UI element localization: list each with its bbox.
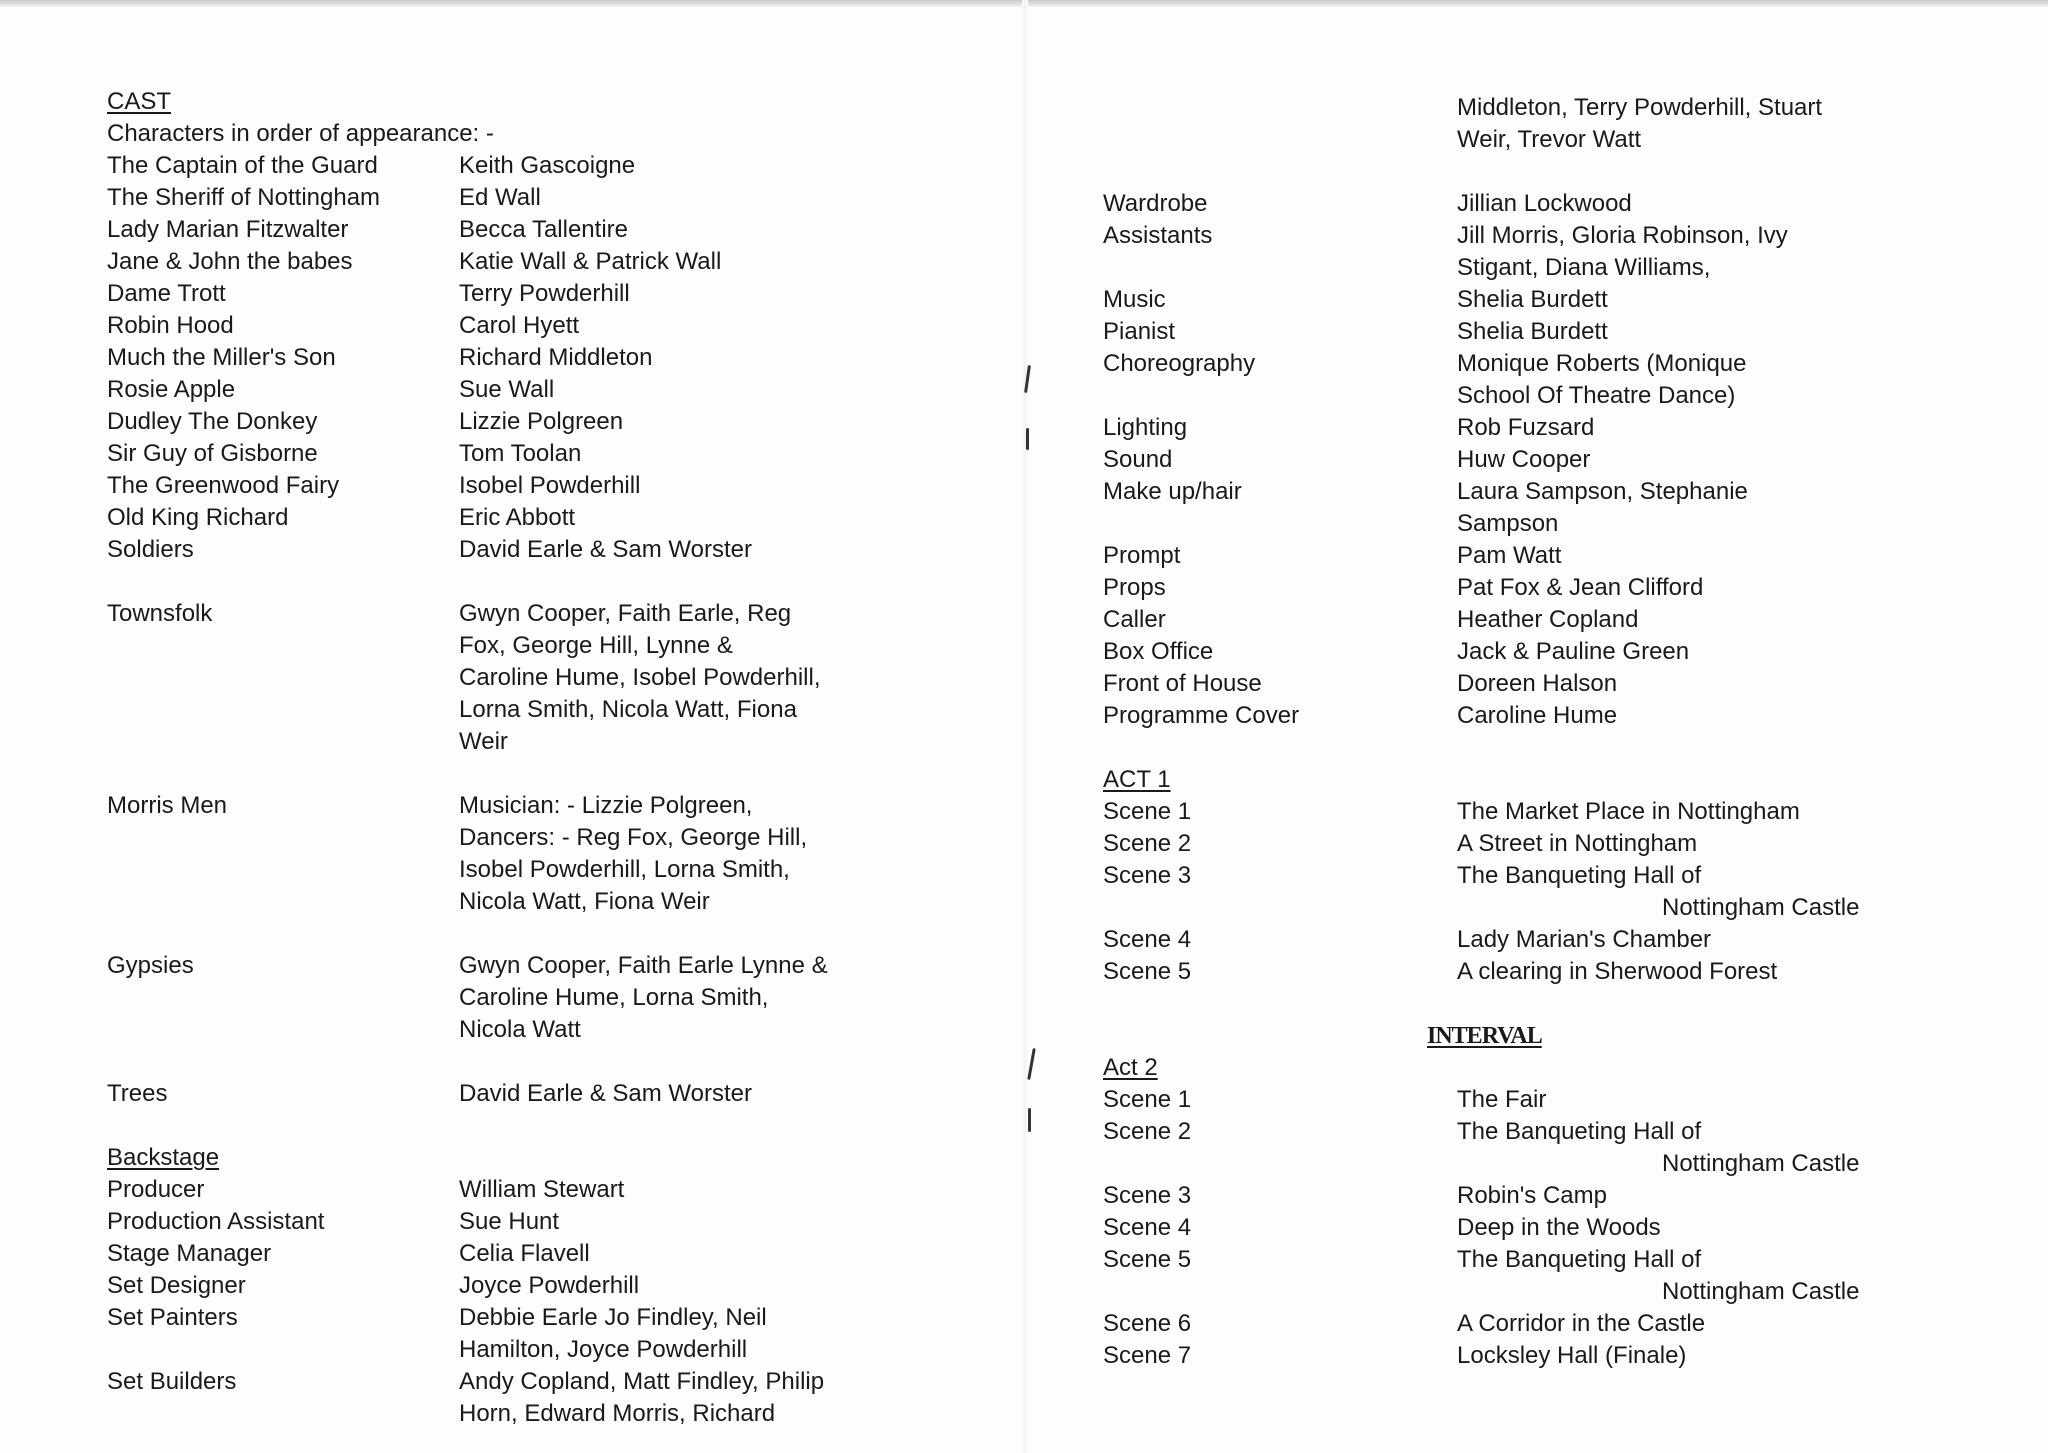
credit-role: Lady Marian Fitzwalter	[107, 216, 349, 243]
credit-name: Nottingham Castle	[1662, 894, 1860, 921]
credit-role: Production Assistant	[107, 1208, 325, 1235]
credit-role: Scene 3	[1103, 1182, 1192, 1209]
credit-row	[107, 1206, 828, 1238]
credit-role	[107, 982, 459, 1014]
credit-role: Scene 5	[1103, 958, 1192, 985]
credit-role: Scene 7	[1103, 1342, 1192, 1369]
blank-line	[107, 1046, 828, 1078]
credit-row-continued	[107, 854, 828, 886]
credit-row	[107, 1302, 828, 1334]
credit-role	[1103, 508, 1457, 540]
credit-row	[107, 310, 828, 342]
credit-row	[107, 374, 828, 406]
credit-role: Set Builders	[107, 1368, 237, 1395]
credit-name: Middleton, Terry Powderhill, Stuart	[1457, 94, 1823, 121]
credit-name: Caroline Hume, Lorna Smith,	[459, 984, 769, 1011]
credit-role: Scene 1	[1103, 798, 1192, 825]
credit-name: A clearing in Sherwood Forest	[1457, 958, 1778, 985]
credit-row	[1103, 1116, 1859, 1148]
credit-name: Jill Morris, Gloria Robinson, Ivy	[1457, 222, 1788, 249]
credit-role	[1103, 380, 1457, 412]
credit-role: Jane & John the babes	[107, 248, 353, 275]
credit-name: Hamilton, Joyce Powderhill	[459, 1336, 748, 1363]
credit-role: Lighting	[1103, 414, 1188, 441]
credit-row-continued	[1103, 252, 1859, 284]
credit-role	[107, 1014, 459, 1046]
scan-mark	[1026, 428, 1029, 450]
section-heading-row	[107, 1142, 828, 1174]
credit-row	[107, 1270, 828, 1302]
credit-row	[1103, 828, 1859, 860]
credit-row	[107, 182, 828, 214]
credit-role: Scene 3	[1103, 862, 1192, 889]
credit-role: Producer	[107, 1176, 205, 1203]
credit-name: Doreen Halson	[1457, 670, 1618, 697]
credit-row	[107, 342, 828, 374]
credit-row-continued	[1103, 508, 1859, 540]
credit-row	[1103, 636, 1859, 668]
page-fold	[1022, 0, 1028, 1453]
credit-name: Dancers: - Reg Fox, George Hill,	[459, 824, 808, 851]
credit-name: Becca Tallentire	[459, 216, 628, 243]
credit-role: Programme Cover	[1103, 702, 1300, 729]
credit-role	[107, 1334, 459, 1366]
credit-row-continued	[107, 662, 828, 694]
blank-line	[1103, 732, 1859, 764]
credit-row	[107, 1174, 828, 1206]
credit-row	[1103, 444, 1859, 476]
credit-role: Scene 1	[1103, 1086, 1192, 1113]
credit-row	[1103, 860, 1859, 892]
credit-name: Lorna Smith, Nicola Watt, Fiona	[459, 696, 797, 723]
credit-name: Robin's Camp	[1457, 1182, 1607, 1209]
credit-row	[107, 1366, 828, 1398]
credit-name: Richard Middleton	[459, 344, 653, 371]
credit-name: Sue Hunt	[459, 1208, 560, 1235]
credit-row	[1103, 956, 1859, 988]
credit-role	[107, 694, 459, 726]
credit-name: Pam Watt	[1457, 542, 1562, 569]
credit-name: Debbie Earle Jo Findley, Neil	[459, 1304, 767, 1331]
credit-role	[107, 630, 459, 662]
credit-name: Weir, Trevor Watt	[1457, 126, 1642, 153]
blank-line	[107, 566, 828, 598]
credit-name: The Banqueting Hall of	[1457, 862, 1702, 889]
section-heading: Backstage	[107, 1144, 220, 1171]
scan-mark	[1028, 1108, 1031, 1132]
credit-row-continued	[107, 1014, 828, 1046]
credit-role: Pianist	[1103, 318, 1176, 345]
credit-row	[1103, 572, 1859, 604]
credit-role: Caller	[1103, 606, 1166, 633]
credit-name: Musician: - Lizzie Polgreen,	[459, 792, 753, 819]
credit-role: Sir Guy of Gisborne	[107, 440, 318, 467]
credit-name: Andy Copland, Matt Findley, Philip	[459, 1368, 825, 1395]
credit-row-continued	[1103, 124, 1859, 156]
credit-name: The Banqueting Hall of	[1457, 1118, 1702, 1145]
credit-name: William Stewart	[459, 1176, 625, 1203]
credit-role: Scene 4	[1103, 1214, 1192, 1241]
interval-heading-row	[1103, 1020, 1859, 1052]
credit-name: Joyce Powderhill	[459, 1272, 640, 1299]
credit-row	[1103, 1084, 1859, 1116]
credit-row-continued	[107, 630, 828, 662]
credit-row	[107, 1078, 828, 1110]
blank-line	[1103, 156, 1859, 188]
credit-row-continued	[1103, 380, 1859, 412]
credit-name: Katie Wall & Patrick Wall	[459, 248, 722, 275]
credit-role: Much the Miller's Son	[107, 344, 336, 371]
credit-row	[1103, 1212, 1859, 1244]
credit-role: Old King Richard	[107, 504, 289, 531]
credit-name: Eric Abbott	[459, 504, 576, 531]
credit-row	[107, 278, 828, 310]
credit-name: Deep in the Woods	[1457, 1214, 1661, 1241]
credit-role: Dudley The Donkey	[107, 408, 318, 435]
credit-row	[1103, 1244, 1859, 1276]
blank-line	[107, 758, 828, 790]
credit-name: Huw Cooper	[1457, 446, 1591, 473]
blank-line	[107, 1110, 828, 1142]
credit-row-continued	[107, 1334, 828, 1366]
credit-name: Jillian Lockwood	[1457, 190, 1632, 217]
credit-row	[107, 502, 828, 534]
credit-row	[1103, 284, 1859, 316]
credit-row-continued	[1103, 1148, 1859, 1180]
credit-row	[107, 214, 828, 246]
credit-role	[107, 822, 459, 854]
credit-name: Rob Fuzsard	[1457, 414, 1595, 441]
credit-role: Music	[1103, 286, 1166, 313]
credit-row	[1103, 412, 1859, 444]
credit-name: Nicola Watt, Fiona Weir	[459, 888, 710, 915]
credit-role: Scene 2	[1103, 1118, 1192, 1145]
credit-row	[1103, 1340, 1859, 1372]
section-heading-row	[1103, 1052, 1859, 1084]
credit-name: Sampson	[1457, 510, 1559, 537]
credit-role: The Sheriff of Nottingham	[107, 184, 381, 211]
credit-role: Scene 5	[1103, 1246, 1192, 1273]
credit-role: The Greenwood Fairy	[107, 472, 340, 499]
credit-role	[1103, 124, 1457, 156]
credit-row	[107, 438, 828, 470]
credit-role: Wardrobe	[1103, 190, 1208, 217]
credit-role: Dame Trott	[107, 280, 226, 307]
credit-name: Sue Wall	[459, 376, 555, 403]
credit-row-continued	[107, 726, 828, 758]
credit-name: Carol Hyett	[459, 312, 580, 339]
credit-role	[107, 886, 459, 918]
credit-name: Weir	[459, 728, 508, 755]
credit-name: Gwyn Cooper, Faith Earle, Reg	[459, 600, 792, 627]
credit-row	[1103, 188, 1859, 220]
credit-role: Assistants	[1103, 222, 1213, 249]
credit-row-continued	[1103, 1276, 1859, 1308]
credit-name: Nottingham Castle	[1662, 1278, 1860, 1305]
right-page	[1103, 92, 1859, 1372]
credit-name: David Earle & Sam Worster	[459, 1080, 752, 1107]
credit-row-continued	[107, 982, 828, 1014]
credit-row-continued	[107, 886, 828, 918]
credit-role	[107, 854, 459, 886]
credit-name: Fox, George Hill, Lynne &	[459, 632, 733, 659]
section-heading: ACT 1	[1103, 766, 1171, 793]
credit-row	[107, 1238, 828, 1270]
credit-name: Caroline Hume, Isobel Powderhill,	[459, 664, 821, 691]
credit-name: Isobel Powderhill, Lorna Smith,	[459, 856, 790, 883]
credit-row-continued	[107, 822, 828, 854]
credit-role	[1103, 892, 1662, 924]
credit-name: A Corridor in the Castle	[1457, 1310, 1706, 1337]
credit-row-continued	[107, 694, 828, 726]
credit-row	[107, 950, 828, 982]
credit-name: The Market Place in Nottingham	[1457, 798, 1800, 825]
credit-row	[1103, 924, 1859, 956]
credit-role: Set Painters	[107, 1304, 238, 1331]
credit-role: Stage Manager	[107, 1240, 272, 1267]
credit-name: The Banqueting Hall of	[1457, 1246, 1702, 1273]
credit-row	[107, 246, 828, 278]
credit-row	[107, 790, 828, 822]
credit-name: Nottingham Castle	[1662, 1150, 1860, 1177]
credit-row	[1103, 1308, 1859, 1340]
credit-name: Isobel Powderhill	[459, 472, 641, 499]
credit-name: Monique Roberts (Monique	[1457, 350, 1747, 377]
credit-row	[1103, 668, 1859, 700]
credit-role: Box Office	[1103, 638, 1214, 665]
credit-role: Sound	[1103, 446, 1173, 473]
credit-name: Shelia Burdett	[1457, 286, 1608, 313]
credit-role	[107, 1398, 459, 1430]
credit-name: Laura Sampson, Stephanie	[1457, 478, 1748, 505]
intro-text: Characters in order of appearance: -	[107, 120, 494, 147]
credit-role	[1103, 252, 1457, 284]
intro-line	[107, 118, 828, 150]
credit-role: Prompt	[1103, 542, 1181, 569]
credit-row	[1103, 604, 1859, 636]
credit-name: School Of Theatre Dance)	[1457, 382, 1736, 409]
credit-name: A Street in Nottingham	[1457, 830, 1698, 857]
credit-name: David Earle & Sam Worster	[459, 536, 752, 563]
credit-role: Front of House	[1103, 670, 1262, 697]
scan-mark	[1027, 1048, 1036, 1080]
credit-role	[1103, 92, 1457, 124]
credit-name: Gwyn Cooper, Faith Earle Lynne &	[459, 952, 828, 979]
credit-row	[1103, 220, 1859, 252]
credit-row-continued	[107, 1398, 828, 1430]
section-heading-row	[107, 86, 828, 118]
credit-name: Caroline Hume	[1457, 702, 1618, 729]
credit-role: Gypsies	[107, 952, 194, 979]
credit-role: Scene 4	[1103, 926, 1192, 953]
credit-role: Rosie Apple	[107, 376, 236, 403]
credit-row	[107, 598, 828, 630]
credit-role	[1103, 1276, 1662, 1308]
credit-name: The Fair	[1457, 1086, 1547, 1113]
credit-name: Heather Copland	[1457, 606, 1639, 633]
credit-row	[1103, 92, 1859, 124]
credit-row	[1103, 796, 1859, 828]
credit-row	[107, 406, 828, 438]
credit-name: Celia Flavell	[459, 1240, 590, 1267]
credit-name: Jack & Pauline Green	[1457, 638, 1690, 665]
credit-row	[1103, 540, 1859, 572]
credit-role	[1103, 1148, 1662, 1180]
credit-row	[1103, 316, 1859, 348]
credit-role	[107, 726, 459, 758]
credit-role: The Captain of the Guard	[107, 152, 378, 179]
interval-heading: INTERVAL	[1427, 1023, 1542, 1049]
credit-role: Scene 6	[1103, 1310, 1192, 1337]
credit-role: Townsfolk	[107, 600, 213, 627]
credit-name: Terry Powderhill	[459, 280, 630, 307]
credit-name: Nicola Watt	[459, 1016, 581, 1043]
credit-row	[107, 534, 828, 566]
section-heading-row	[1103, 764, 1859, 796]
credit-role: Set Designer	[107, 1272, 246, 1299]
credit-name: Shelia Burdett	[1457, 318, 1608, 345]
credit-row	[107, 150, 828, 182]
left-page	[107, 86, 828, 1430]
credit-name: Lizzie Polgreen	[459, 408, 624, 435]
credit-role: Trees	[107, 1080, 168, 1107]
credit-role: Morris Men	[107, 792, 228, 819]
credit-name: Pat Fox & Jean Clifford	[1457, 574, 1704, 601]
credit-row	[1103, 476, 1859, 508]
section-heading: Act 2	[1103, 1054, 1158, 1081]
credit-role: Robin Hood	[107, 312, 234, 339]
credit-role	[107, 662, 459, 694]
credit-row	[1103, 700, 1859, 732]
credit-role: Scene 2	[1103, 830, 1192, 857]
credit-role: Make up/hair	[1103, 478, 1242, 505]
blank-line	[1103, 988, 1859, 1020]
credit-name: Horn, Edward Morris, Richard	[459, 1400, 776, 1427]
credit-name: Keith Gascoigne	[459, 152, 636, 179]
credit-name: Locksley Hall (Finale)	[1457, 1342, 1687, 1369]
credit-role: Props	[1103, 574, 1166, 601]
blank-line	[107, 918, 828, 950]
section-heading: CAST	[107, 88, 172, 115]
credit-name: Lady Marian's Chamber	[1457, 926, 1712, 953]
credit-name: Tom Toolan	[459, 440, 582, 467]
credit-row	[107, 470, 828, 502]
credit-role: Soldiers	[107, 536, 194, 563]
credit-row	[1103, 1180, 1859, 1212]
credit-row	[1103, 348, 1859, 380]
credit-row-continued	[1103, 892, 1859, 924]
credit-name: Ed Wall	[459, 184, 541, 211]
credit-name: Stigant, Diana Williams,	[1457, 254, 1711, 281]
credit-role: Choreography	[1103, 350, 1256, 377]
